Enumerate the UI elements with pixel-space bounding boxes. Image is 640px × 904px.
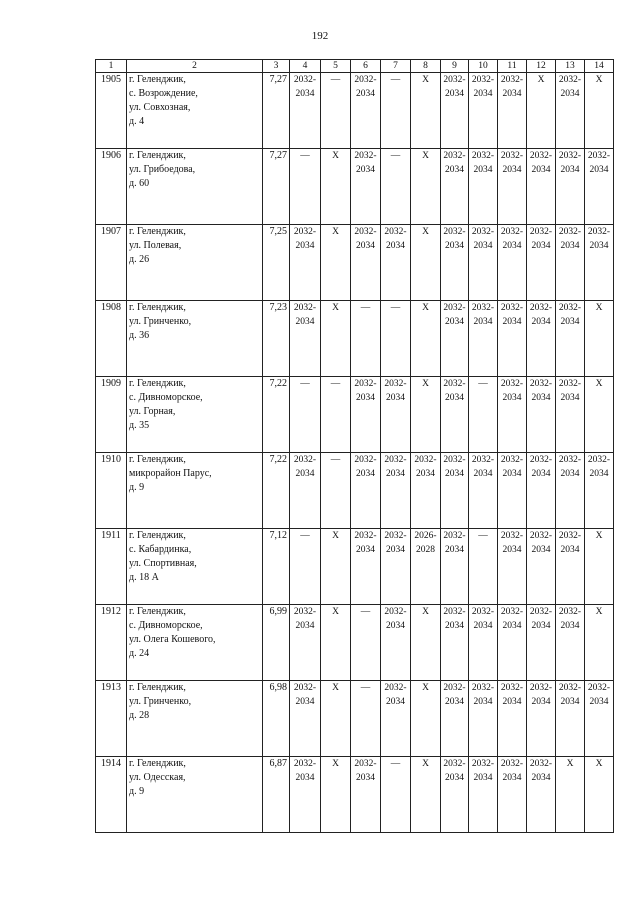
address-line: д. 28 <box>129 710 150 721</box>
work-period-cell-col-14: 2032- 2034 <box>585 149 614 225</box>
area-value: 7,12 <box>263 529 290 605</box>
work-period-cell-col-14: 2032- 2034 <box>585 453 614 529</box>
address-line: г. Геленджик, <box>129 454 186 465</box>
work-period-cell-col-12: 2032- 2034 <box>527 149 556 225</box>
address-line: г. Геленджик, <box>129 74 186 85</box>
address-line: д. 35 <box>129 420 150 431</box>
address-cell <box>127 301 263 377</box>
column-header-7: 7 <box>381 60 411 73</box>
work-period-cell-col-9: 2032- 2034 <box>441 301 469 377</box>
work-period-cell-col-7: 2032- 2034 <box>381 377 411 453</box>
address-line: ул. Гринченко, <box>129 316 192 327</box>
row-number: 1909 <box>96 377 127 453</box>
work-period-cell-col-4: 2032- 2034 <box>290 681 321 757</box>
address-line: г. Геленджик, <box>129 226 186 237</box>
area-value: 6,87 <box>263 757 290 833</box>
address-line: ул. Совхозная, <box>129 102 191 113</box>
work-period-cell-col-5: X <box>321 149 351 225</box>
column-header-6: 6 <box>351 60 381 73</box>
work-period-cell-col-10: 2032- 2034 <box>469 757 498 833</box>
work-period-cell-col-9: 2032- 2034 <box>441 73 469 149</box>
address-cell <box>127 757 263 833</box>
address-line: г. Геленджик, <box>129 150 186 161</box>
table-row <box>96 529 614 605</box>
work-period-cell-col-4: 2032- 2034 <box>290 757 321 833</box>
address-line: ул. Одесская, <box>129 772 186 783</box>
work-period-cell-col-9: 2032- 2034 <box>441 377 469 453</box>
table-row <box>96 377 614 453</box>
work-period-cell-col-10: — <box>469 377 498 453</box>
work-period-cell-col-8: 2026- 2028 <box>411 529 441 605</box>
address-line: ул. Грибоедова, <box>129 164 196 175</box>
work-period-cell-col-11: 2032- 2034 <box>498 529 527 605</box>
work-period-cell-col-13: 2032- 2034 <box>556 605 585 681</box>
work-period-cell-col-8: X <box>411 757 441 833</box>
address-cell <box>127 73 263 149</box>
work-period-cell-col-11: 2032- 2034 <box>498 149 527 225</box>
work-period-cell-col-13: 2032- 2034 <box>556 301 585 377</box>
work-period-cell-col-12: 2032- 2034 <box>527 377 556 453</box>
address-line: д. 4 <box>129 116 145 127</box>
work-period-cell-col-6: 2032- 2034 <box>351 529 381 605</box>
work-period-cell-col-6: 2032- 2034 <box>351 453 381 529</box>
table-row <box>96 225 614 301</box>
address-line: ул. Олега Кошевого, <box>129 634 216 645</box>
row-number: 1908 <box>96 301 127 377</box>
work-period-cell-col-7: — <box>381 301 411 377</box>
column-number-header-row <box>96 60 614 73</box>
work-period-cell-col-12: 2032- 2034 <box>527 757 556 833</box>
work-period-cell-col-14: X <box>585 529 614 605</box>
work-period-cell-col-12: 2032- 2034 <box>527 529 556 605</box>
address-cell <box>127 453 263 529</box>
address-cell <box>127 605 263 681</box>
work-period-cell-col-9: 2032- 2034 <box>441 681 469 757</box>
address-line: г. Геленджик, <box>129 378 186 389</box>
column-header-5: 5 <box>321 60 351 73</box>
address-cell <box>127 681 263 757</box>
column-header-3: 3 <box>263 60 290 73</box>
work-period-cell-col-5: — <box>321 73 351 149</box>
table-row <box>96 301 614 377</box>
work-period-cell-col-11: 2032- 2034 <box>498 757 527 833</box>
row-number: 1906 <box>96 149 127 225</box>
work-period-cell-col-4: — <box>290 149 321 225</box>
work-period-cell-col-5: X <box>321 301 351 377</box>
column-header-8: 8 <box>411 60 441 73</box>
work-period-cell-col-5: X <box>321 225 351 301</box>
work-period-cell-col-10: 2032- 2034 <box>469 73 498 149</box>
work-period-cell-col-6: — <box>351 681 381 757</box>
row-number: 1912 <box>96 605 127 681</box>
work-period-cell-col-10: 2032- 2034 <box>469 681 498 757</box>
work-period-cell-col-10: 2032- 2034 <box>469 225 498 301</box>
column-header-12: 12 <box>527 60 556 73</box>
work-period-cell-col-9: 2032- 2034 <box>441 529 469 605</box>
work-period-cell-col-10: 2032- 2034 <box>469 605 498 681</box>
work-period-cell-col-13: 2032- 2034 <box>556 681 585 757</box>
work-period-cell-col-8: 2032- 2034 <box>411 453 441 529</box>
address-line: г. Геленджик, <box>129 758 186 769</box>
work-period-cell-col-5: X <box>321 681 351 757</box>
address-cell <box>127 149 263 225</box>
work-period-cell-col-7: — <box>381 149 411 225</box>
work-period-cell-col-13: 2032- 2034 <box>556 73 585 149</box>
area-value: 7,22 <box>263 377 290 453</box>
table-row <box>96 149 614 225</box>
column-header-1: 1 <box>96 60 127 73</box>
address-line: г. Геленджик, <box>129 530 186 541</box>
work-period-cell-col-5: — <box>321 377 351 453</box>
work-period-cell-col-13: 2032- 2034 <box>556 529 585 605</box>
address-line: г. Геленджик, <box>129 302 186 313</box>
address-line: д. 26 <box>129 254 150 265</box>
column-header-2: 2 <box>127 60 263 73</box>
work-period-cell-col-11: 2032- 2034 <box>498 453 527 529</box>
work-period-cell-col-4: 2032- 2034 <box>290 605 321 681</box>
work-period-cell-col-7: 2032- 2034 <box>381 605 411 681</box>
address-line: д. 18 А <box>129 572 159 583</box>
work-period-cell-col-11: 2032- 2034 <box>498 605 527 681</box>
work-period-cell-col-9: 2032- 2034 <box>441 453 469 529</box>
address-line: ул. Гринченко, <box>129 696 192 707</box>
housing-registry-table <box>95 59 614 833</box>
work-period-cell-col-13: 2032- 2034 <box>556 225 585 301</box>
work-period-cell-col-8: X <box>411 149 441 225</box>
work-period-cell-col-13: X <box>556 757 585 833</box>
work-period-cell-col-8: X <box>411 605 441 681</box>
work-period-cell-col-7: 2032- 2034 <box>381 225 411 301</box>
work-period-cell-col-12: 2032- 2034 <box>527 301 556 377</box>
work-period-cell-col-10: — <box>469 529 498 605</box>
work-period-cell-col-9: 2032- 2034 <box>441 757 469 833</box>
row-number: 1905 <box>96 73 127 149</box>
address-line: с. Возрождение, <box>129 88 198 99</box>
work-period-cell-col-11: 2032- 2034 <box>498 301 527 377</box>
address-line: д. 9 <box>129 482 145 493</box>
work-period-cell-col-14: X <box>585 757 614 833</box>
work-period-cell-col-13: 2032- 2034 <box>556 453 585 529</box>
area-value: 7,25 <box>263 225 290 301</box>
work-period-cell-col-6: — <box>351 301 381 377</box>
area-value: 7,22 <box>263 453 290 529</box>
work-period-cell-col-11: 2032- 2034 <box>498 377 527 453</box>
work-period-cell-col-14: X <box>585 605 614 681</box>
work-period-cell-col-13: 2032- 2034 <box>556 149 585 225</box>
page-number: 192 <box>311 30 329 42</box>
work-period-cell-col-14: X <box>585 377 614 453</box>
address-cell <box>127 529 263 605</box>
table-row <box>96 73 614 149</box>
table-row <box>96 453 614 529</box>
work-period-cell-col-10: 2032- 2034 <box>469 149 498 225</box>
work-period-cell-col-14: X <box>585 73 614 149</box>
column-header-4: 4 <box>290 60 321 73</box>
work-period-cell-col-11: 2032- 2034 <box>498 73 527 149</box>
work-period-cell-col-5: X <box>321 605 351 681</box>
work-period-cell-col-8: X <box>411 377 441 453</box>
address-line: д. 60 <box>129 178 150 189</box>
row-number: 1913 <box>96 681 127 757</box>
work-period-cell-col-9: 2032- 2034 <box>441 149 469 225</box>
work-period-cell-col-10: 2032- 2034 <box>469 301 498 377</box>
work-period-cell-col-13: 2032- 2034 <box>556 377 585 453</box>
work-period-cell-col-5: — <box>321 453 351 529</box>
work-period-cell-col-6: 2032- 2034 <box>351 73 381 149</box>
work-period-cell-col-8: X <box>411 225 441 301</box>
address-line: д. 36 <box>129 330 150 341</box>
table-row <box>96 757 614 833</box>
area-value: 7,27 <box>263 149 290 225</box>
work-period-cell-col-4: — <box>290 377 321 453</box>
address-line: с. Дивноморское, <box>129 392 203 403</box>
work-period-cell-col-4: 2032- 2034 <box>290 73 321 149</box>
work-period-cell-col-4: — <box>290 529 321 605</box>
row-number: 1907 <box>96 225 127 301</box>
work-period-cell-col-14: 2032- 2034 <box>585 225 614 301</box>
address-line: с. Дивноморское, <box>129 620 203 631</box>
row-number: 1914 <box>96 757 127 833</box>
address-cell <box>127 377 263 453</box>
work-period-cell-col-8: X <box>411 73 441 149</box>
address-line: с. Кабардинка, <box>129 544 192 555</box>
work-period-cell-col-4: 2032- 2034 <box>290 453 321 529</box>
column-header-13: 13 <box>556 60 585 73</box>
work-period-cell-col-12: 2032- 2034 <box>527 681 556 757</box>
work-period-cell-col-7: 2032- 2034 <box>381 453 411 529</box>
work-period-cell-col-12: 2032- 2034 <box>527 453 556 529</box>
work-period-cell-col-6: — <box>351 605 381 681</box>
address-line: г. Геленджик, <box>129 606 186 617</box>
column-header-10: 10 <box>469 60 498 73</box>
work-period-cell-col-9: 2032- 2034 <box>441 605 469 681</box>
address-cell <box>127 225 263 301</box>
work-period-cell-col-9: 2032- 2034 <box>441 225 469 301</box>
column-header-9: 9 <box>441 60 469 73</box>
work-period-cell-col-4: 2032- 2034 <box>290 225 321 301</box>
row-number: 1910 <box>96 453 127 529</box>
work-period-cell-col-12: 2032- 2034 <box>527 605 556 681</box>
row-number: 1911 <box>96 529 127 605</box>
work-period-cell-col-4: 2032- 2034 <box>290 301 321 377</box>
work-period-cell-col-10: 2032- 2034 <box>469 453 498 529</box>
address-line: г. Геленджик, <box>129 682 186 693</box>
work-period-cell-col-6: 2032- 2034 <box>351 225 381 301</box>
area-value: 7,23 <box>263 301 290 377</box>
work-period-cell-col-7: — <box>381 757 411 833</box>
work-period-cell-col-11: 2032- 2034 <box>498 681 527 757</box>
work-period-cell-col-14: 2032- 2034 <box>585 681 614 757</box>
column-header-14: 14 <box>585 60 614 73</box>
work-period-cell-col-12: X <box>527 73 556 149</box>
table-body <box>96 73 614 833</box>
work-period-cell-col-11: 2032- 2034 <box>498 225 527 301</box>
work-period-cell-col-6: 2032- 2034 <box>351 149 381 225</box>
address-line: ул. Спортивная, <box>129 558 197 569</box>
work-period-cell-col-6: 2032- 2034 <box>351 757 381 833</box>
work-period-cell-col-14: X <box>585 301 614 377</box>
area-value: 6,98 <box>263 681 290 757</box>
table-row <box>96 681 614 757</box>
address-line: микрорайон Парус, <box>129 468 212 479</box>
address-line: ул. Полевая, <box>129 240 182 251</box>
work-period-cell-col-8: X <box>411 681 441 757</box>
work-period-cell-col-5: X <box>321 757 351 833</box>
work-period-cell-col-7: 2032- 2034 <box>381 529 411 605</box>
address-line: ул. Горная, <box>129 406 176 417</box>
work-period-cell-col-8: X <box>411 301 441 377</box>
area-value: 7,27 <box>263 73 290 149</box>
area-value: 6,99 <box>263 605 290 681</box>
work-period-cell-col-5: X <box>321 529 351 605</box>
column-header-11: 11 <box>498 60 527 73</box>
work-period-cell-col-7: 2032- 2034 <box>381 681 411 757</box>
address-line: д. 24 <box>129 648 150 659</box>
address-line: д. 9 <box>129 786 145 797</box>
work-period-cell-col-7: — <box>381 73 411 149</box>
work-period-cell-col-12: 2032- 2034 <box>527 225 556 301</box>
table-row <box>96 605 614 681</box>
work-period-cell-col-6: 2032- 2034 <box>351 377 381 453</box>
